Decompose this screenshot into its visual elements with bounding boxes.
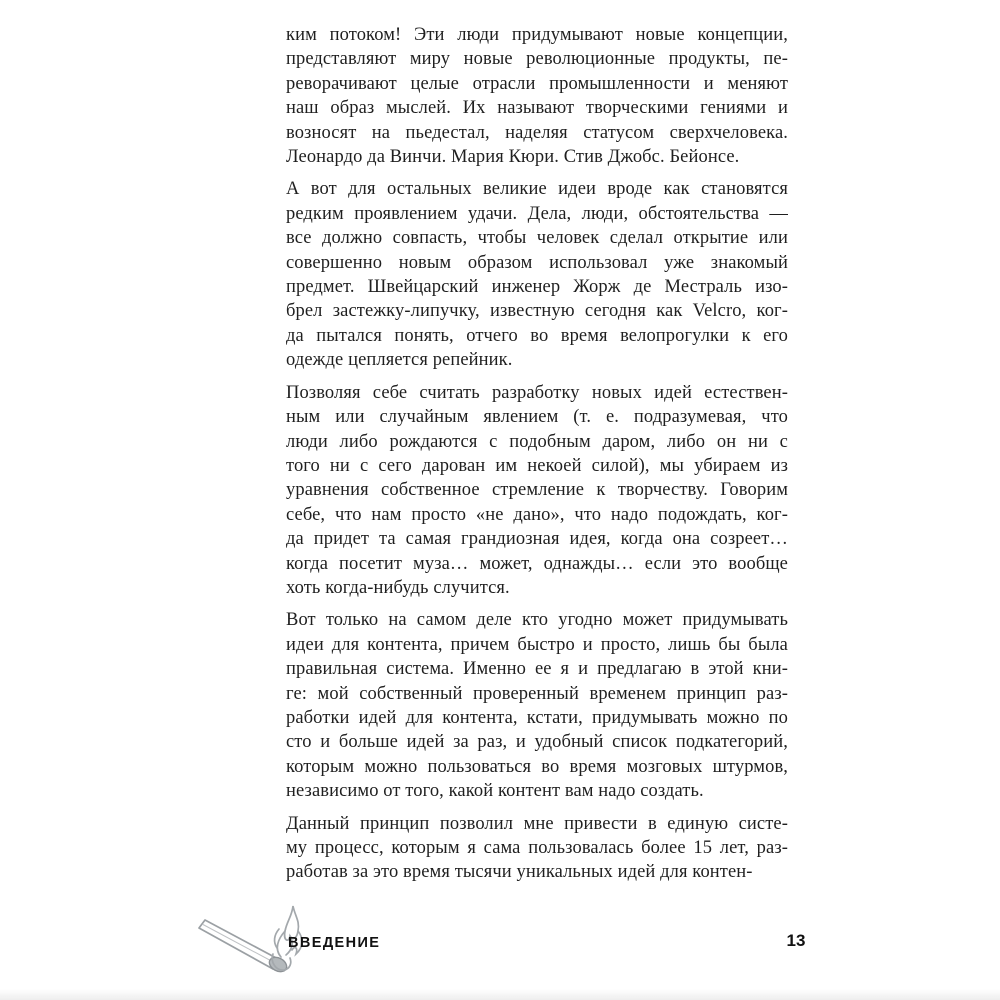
paragraph xyxy=(286,381,788,601)
text-line: когда посетит муза… может, однажды… если это вообще xyxy=(286,553,788,574)
text-line: Данный принцип позволил мне привести в единую систе- xyxy=(286,813,788,834)
text-line: работки идей для контента, кстати, придумывать можно по xyxy=(286,707,788,728)
text-line: сто и больше идей за раз, и удобный список подкатегорий, xyxy=(286,732,788,753)
text-line: одежде цепляется репейник. xyxy=(286,350,513,371)
page-number: 13 xyxy=(786,931,806,950)
text-line: Позволяя себе считать разработку новых идей естествен- xyxy=(286,382,788,403)
burning-match-icon xyxy=(189,903,317,979)
paragraph xyxy=(286,177,788,372)
text-line: да придет та самая грандиозная идея, когда она созреет… xyxy=(286,529,788,550)
text-line: уравнения собственное стремление к творчеству. Говорим xyxy=(286,480,788,501)
text-line: все должно совпасть, чтобы человек сделал открытие или xyxy=(286,228,788,249)
text-line: му процесс, которым я сама пользовалась более 15 лет, раз- xyxy=(286,838,788,858)
text-line: предмет. Швейцарский инженер Жорж де Местраль изо- xyxy=(286,277,788,298)
text-line: брел застежку-липучку, известную сегодня как Velcro, ког- xyxy=(286,301,788,322)
text-line: наш образ мыслей. Их называют творческими гениями и xyxy=(286,98,788,119)
text-line: возносят на пьедестал, наделяя статусом сверхчеловека. xyxy=(286,122,788,143)
text-line: ге: мой собственный проверенный временем принцип раз- xyxy=(286,683,788,704)
text-line: себе, что нам просто «не дано», что надо подождать, ког- xyxy=(286,504,788,525)
paragraph xyxy=(286,812,788,885)
text-line: Вот только на самом деле кто угодно может придумывать xyxy=(286,610,788,631)
text-line: А вот для остальных великие идеи вроде как становятся xyxy=(286,179,788,200)
paragraph xyxy=(286,23,788,169)
text-line: люди либо рождаются с подобным даром, либо он ни с xyxy=(286,431,788,452)
text-line: идеи для контента, причем быстро и просто, лишь бы была xyxy=(286,634,788,655)
page-bottom-shadow xyxy=(0,989,1000,1000)
text-line: ным или случайным явлением (т. е. подразумевая, что xyxy=(286,407,788,428)
text-line: Леонардо да Винчи. Мария Кюри. Стив Джобс. Бейонсе. xyxy=(286,147,740,168)
text-line: редким проявлением удачи. Дела, люди, обстоятельства — xyxy=(286,203,788,224)
text-line: представляют миру новые революционные продукты, пе- xyxy=(286,49,788,70)
paragraph xyxy=(286,608,788,803)
text-line: которым можно пользоваться во время мозговых штурмов, xyxy=(286,756,788,777)
text-line: того ни с сего дарован им некоей силой), мы убираем из xyxy=(286,455,788,476)
text-line: работав за это время тысячи уникальных идей для контен- xyxy=(286,862,753,883)
section-label: ВВЕДЕНИЕ xyxy=(288,935,381,951)
text-line: независимо от того, какой контент вам надо создать. xyxy=(286,781,704,802)
page-text xyxy=(286,23,788,885)
text-line: реворачивают целые отрасли промышленности и меняют xyxy=(286,73,788,94)
text-line: хоть когда-нибудь случится. xyxy=(286,577,510,598)
text-line: правильная система. Именно ее я и предлагаю в этой кни- xyxy=(286,659,788,680)
text-line: совершенно новым образом использовал уже знакомый xyxy=(286,252,788,273)
text-line: ким потоком! Эти люди придумывают новые концепции, xyxy=(286,25,788,45)
text-line: да пытался понять, отчего во время велопрогулки к его xyxy=(286,325,788,346)
